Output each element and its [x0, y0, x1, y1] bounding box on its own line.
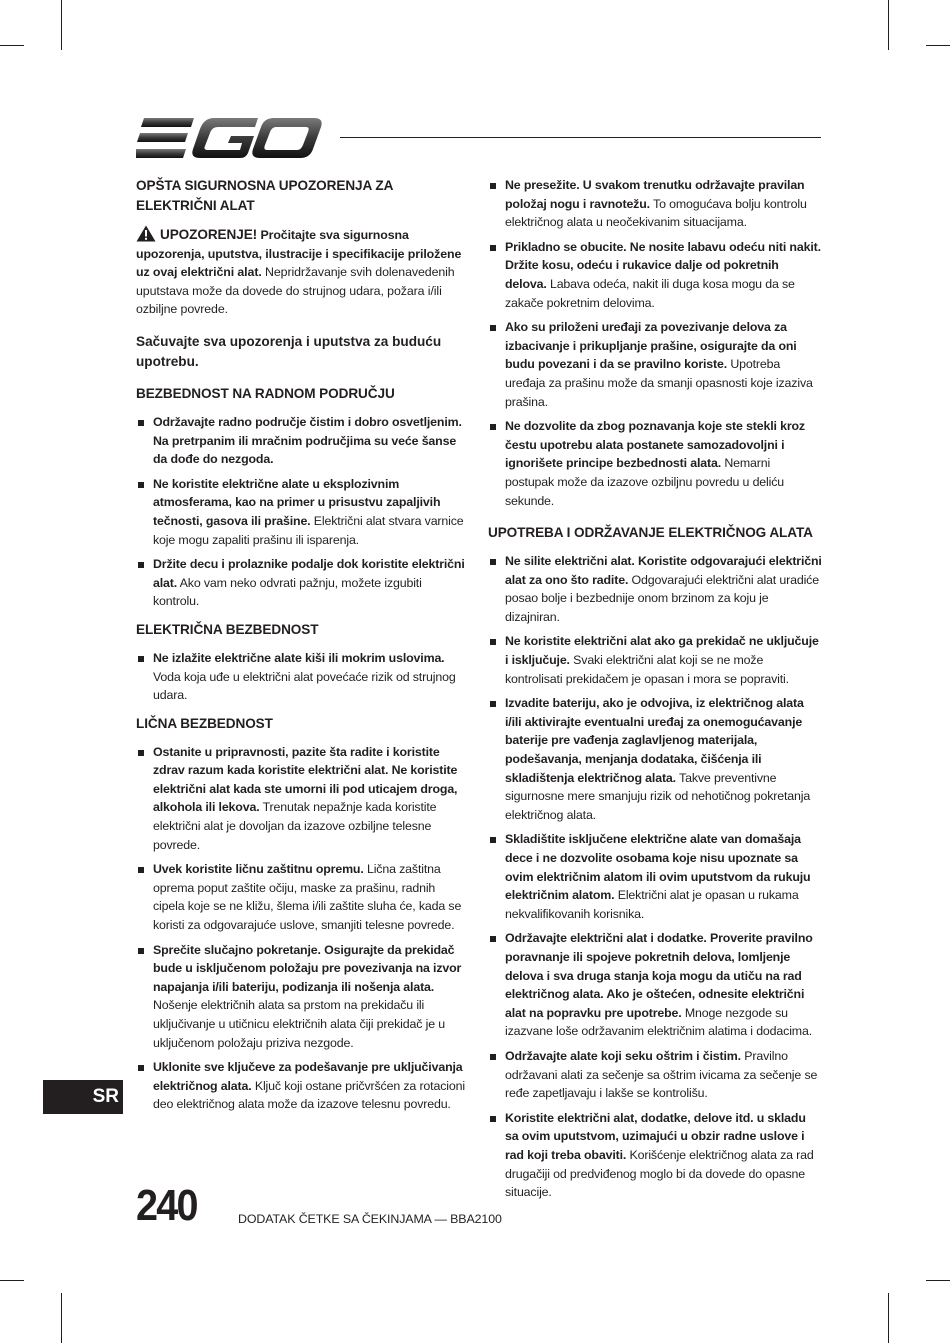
section-title-use-care: UPOTREBA I ODRŽAVANJE ELEKTRIČNOG ALATA: [488, 525, 813, 541]
list-item: Ne koristite električni alat ako ga prekidač ne uključuje i isključuje. Svaki električni alat koji se ne može kontrolisati prekidačem je opasan i mora se popraviti.: [488, 632, 822, 688]
warning-label: UPOZORENJE!: [160, 227, 258, 242]
list-item: Držite decu i prolaznike podalje dok koristite električni alat. Ako vam neko odvrati pažnju, možete izgubiti kontrolu.: [136, 555, 466, 611]
language-tab: SR: [43, 1080, 123, 1114]
list-item: Ne presežite. U svakom trenutku održavajte pravilan položaj nogu i ravnotežu. To omogućava bolju kontrolu električnog alata u neočekivanim situacijama.: [488, 176, 822, 232]
bullet-icon: [490, 701, 496, 707]
bullet-icon: [138, 1065, 144, 1071]
section-title-electrical: ELEKTRIČNA BEZBEDNOST: [136, 621, 319, 637]
list-item: Ne dozvolite da zbog poznavanja koje ste stekli kroz čestu upotrebu alata postanete samozadovoljni i ignorišete principe bezbednosti alata. Nemarni postupak može da izazove ozbiljnu povredu u deliću sekunde.: [488, 417, 822, 510]
keep-instructions: Sačuvajte sva upozorenja i uputstva za buduću upotrebu.: [136, 333, 442, 369]
left-column: [136, 176, 466, 1123]
crop-mark: [926, 1280, 950, 1281]
bullet-icon: [138, 562, 144, 568]
bullet-icon: [490, 837, 496, 843]
list-item: Skladištite isključene električne alate van domašaja dece i ne dozvolite osobama koje nisu upoznate sa ovim električnim alatom ili ovim uputstvom da rukuju električnim alatom. Električni alat je opasan u rukama nekvalifikovanih korisnika.: [488, 830, 822, 923]
page-number: 240: [136, 1181, 197, 1230]
crop-mark: [0, 1280, 24, 1281]
list-item: Prikladno se obucite. Ne nosite labavu odeću niti nakit. Držite kosu, odeću i rukavice dalje od pokretnih delova. Labava odeća, nakit ili duga kosa mogu da se zakače pokretnim delovima.: [488, 238, 822, 312]
ego-logo: [136, 116, 322, 160]
warning-bold: Pročitajte sva sigurnosna upozorenja, uputstva, ilustracije i specifikacije priložene uz ovaj električni alat.: [136, 228, 462, 280]
crop-mark: [888, 1293, 889, 1343]
list-item: Ostanite u pripravnosti, pazite šta radite i koristite zdrav razum kada koristite električni alat. Ne koristite električni alat kada ste umorni ili pod uticajem droga, alkohola ili lekova. Trenutak nepažnje kada koristite električni alat je dovoljan da izazove ozbiljne telesne povrede.: [136, 743, 466, 855]
crop-mark: [888, 0, 889, 50]
use-care-list: [488, 552, 822, 1202]
bullet-icon: [490, 559, 496, 565]
list-item: Koristite električni alat, dodatke, delove itd. u skladu sa ovim uputstvom, uzimajući u obzir radne uslove i rad koji treba obaviti. Korišćenje električnog alata za rad drugačiji od predviđenog moglo bi da dovede do opasne situacije.: [488, 1109, 822, 1202]
list-item: Održavajte električni alat i dodatke. Proverite pravilno poravnanje ili spojeve pokretnih delova, lomljenje delova i sva druga stanja koja mogu da utiču na rad električnog alata. Ako je oštećen, odnesite električni alat na popravku pre upotrebe. Mnoge nezgode su izazvane loše održavanim električnim alatima i dodacima.: [488, 929, 822, 1041]
work-area-list: [136, 413, 466, 611]
list-item: Ako su priloženi uređaji za povezivanje delova za izbacivanje i prikupljanje prašine, osigurajte da oni budu povezani i da se pravilno koriste. Upotreba uređaja za prašinu može da smanji opasnosti koje izaziva prašina.: [488, 318, 822, 411]
list-item: Ne izlažite električne alate kiši ili mokrim uslovima. Voda koja uđe u električni alat povećaće rizik od strujnog udara.: [136, 649, 466, 705]
header-rule: [340, 137, 821, 138]
bullet-icon: [138, 948, 144, 954]
list-item: Sprečite slučajno pokretanje. Osigurajte da prekidač bude u isključenom položaju pre povezivanja na izvor napajanja i/ili bateriju, podizanja ili nošenja alata. Nošenje električnih alata sa prstom na prekidaču ili uključivanje u utičnicu električnih alata čiji prekidač je u uključenom položaju priziva nezgode.: [136, 941, 466, 1053]
list-item: Izvadite bateriju, ako je odvojiva, iz električnog alata i/ili aktivirajte eventualni uređaj za onemogućavanje baterije pre vađenja zaglavljenog materijala, podešavanja, menjanja dodataka, čišćenja ili skladištenja električnog alata. Takve preventivne sigurnosne mere smanjuju rizik od nehotičnog pokretanja električnog alata.: [488, 694, 822, 824]
bullet-icon: [138, 656, 144, 662]
main-title: OPŠTA SIGURNOSNA UPOZORENJA ZA ELEKTRIČNI ALAT: [136, 178, 393, 213]
list-item: Uklonite sve ključeve za podešavanje pre uključivanja električnog alata. Ključ koji ostane pričvršćen za rotacioni deo električnog alata može da izazove telesnu povredu.: [136, 1058, 466, 1114]
bullet-icon: [138, 420, 144, 426]
bullet-icon: [490, 325, 496, 331]
bullet-icon: [490, 245, 496, 251]
section-title-personal: LIČNA BEZBEDNOST: [136, 715, 273, 731]
bullet-icon: [490, 183, 496, 189]
electrical-list: [136, 649, 466, 705]
bullet-icon: [138, 482, 144, 488]
crop-mark: [0, 45, 24, 46]
list-item: Ne koristite električne alate u eksplozivnim atmosferama, kao na primer u prisustvu zapaljivih tečnosti, gasova ili prašine. Električni alat stvara varnice koje mogu zapaliti prašinu ili isparenja.: [136, 475, 466, 549]
bullet-icon: [490, 1116, 496, 1122]
bullet-icon: [490, 424, 496, 430]
warning-triangle-icon: [136, 225, 156, 242]
warning-text: Nepridržavanje svih dolenavedenih uputstava može da dovede do strujnog udara, požara i/ili ozbiljne povrede.: [136, 265, 455, 317]
crop-mark: [61, 0, 62, 50]
warning-paragraph: [136, 225, 466, 319]
right-column: [488, 176, 822, 1211]
list-item: Održavajte radno područje čistim i dobro osvetljenim. Na pretrpanim ili mračnim područjima su veće šanse da dođe do nezgoda.: [136, 413, 466, 469]
list-item: Ne silite električni alat. Koristite odgovarajući električni alat za ono što radite. Odgovarajući električni alat uradiće posao bolje i bezbednije onom brzinom za koju je dizajniran.: [488, 552, 822, 626]
crop-mark: [61, 1293, 62, 1343]
bullet-icon: [138, 867, 144, 873]
personal-list-continued: [488, 176, 822, 510]
list-item: Uvek koristite ličnu zaštitnu opremu. Lična zaštitna oprema poput zaštite očiju, maske za prašinu, radnih cipela koje se ne kližu, šlema i/ili zaštite sluha će, kada se koristi za odgovarajuće uslove, smanjiti telesne povrede.: [136, 860, 466, 934]
section-title-work-area: BEZBEDNOST NA RADNOM PODRUČJU: [136, 385, 395, 401]
personal-list: [136, 743, 466, 1114]
bullet-icon: [490, 936, 496, 942]
bullet-icon: [490, 1054, 496, 1060]
list-item: Održavajte alate koji seku oštrim i čistim. Pravilno održavani alati za sečenje sa oštrim ivicama za sečenje se ređe zapetljavaju i lakše se kontrolišu.: [488, 1047, 822, 1103]
crop-mark: [926, 45, 950, 46]
footer-title: DODATAK ČETKE SA ČEKINJAMA — BBA2100: [238, 1212, 502, 1226]
bullet-icon: [490, 639, 496, 645]
bullet-icon: [138, 750, 144, 756]
